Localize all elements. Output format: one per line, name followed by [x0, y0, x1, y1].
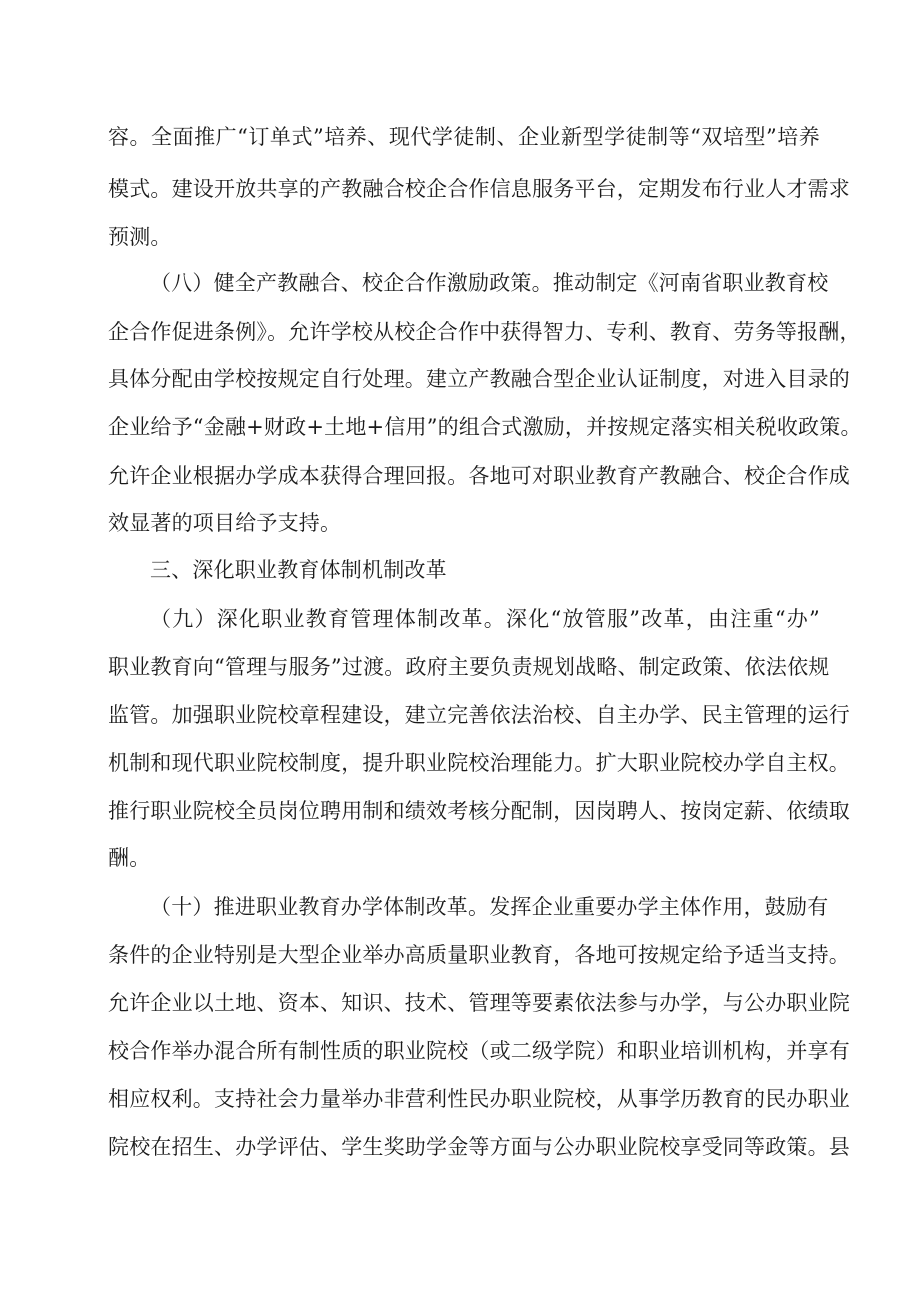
text-line: 企业给予“金融+财政+土地+信用”的组合式激励，并按规定落实相关税收政策。: [108, 415, 862, 439]
text-line: 容。全面推广“订单式”培养、现代学徒制、企业新型学徒制等“双培型”培养: [108, 125, 820, 149]
text-line: 具体分配由学校按规定自行处理。建立产教融合型企业认证制度，对进入目录的: [108, 367, 850, 391]
text-line: 模式。建设开放共享的产教融合校企合作信息服务平台，定期发布行业人才需求: [108, 177, 850, 201]
text-line: 允许企业根据办学成本获得合理回报。各地可对职业教育产教融合、校企合作成: [108, 464, 850, 488]
text-line: 校合作举办混合所有制性质的职业院校（或二级学院）和职业培训机构，并享有: [108, 1039, 850, 1063]
text-line: 条件的企业特别是大型企业举办高质量职业教育，各地可按规定给予适当支持。: [108, 943, 850, 967]
text-line: 机制和现代职业院校制度，提升职业院校治理能力。扩大职业院校办学自主权。: [108, 751, 850, 775]
section-heading-3: 三、深化职业教育体制机制改革: [150, 558, 447, 582]
text-line: 职业教育向“管理与服务”过渡。政府主要负责规划战略、制定政策、依法依规: [108, 655, 830, 679]
text-line: 酬。: [108, 846, 151, 870]
text-line: 预测。: [108, 225, 172, 249]
text-line: 院校在招生、办学评估、学生奖助学金等方面与公办职业院校享受同等政策。县: [108, 1135, 850, 1159]
text-line: 效显著的项目给予支持。: [108, 511, 342, 535]
text-line: 相应权利。支持社会力量举办非营利性民办职业院校，从事学历教育的民办职业: [108, 1087, 850, 1111]
paragraph-heading-10: （十）推进职业教育办学体制改革。发挥企业重要办学主体作用，鼓励有: [150, 895, 829, 919]
text-line: 企合作促进条例》。允许学校从校企合作中获得智力、专利、教育、劳务等报酬，: [108, 320, 861, 344]
text-line: 推行职业院校全员岗位聘用制和绩效考核分配制，因岗聘人、按岗定薪、依绩取: [108, 799, 850, 823]
text-line: 监管。加强职业院校章程建设，建立完善依法治校、自主办学、民主管理的运行: [108, 703, 850, 727]
text-line: 允许企业以土地、资本、知识、技术、管理等要素依法参与办学，与公办职业院: [108, 991, 850, 1015]
paragraph-heading-8: （八）健全产教融合、校企合作激励政策。推动制定《河南省职业教育校: [150, 271, 829, 295]
paragraph-heading-9: （九）深化职业教育管理体制改革。深化“放管服”改革，由注重“办”: [150, 607, 820, 631]
